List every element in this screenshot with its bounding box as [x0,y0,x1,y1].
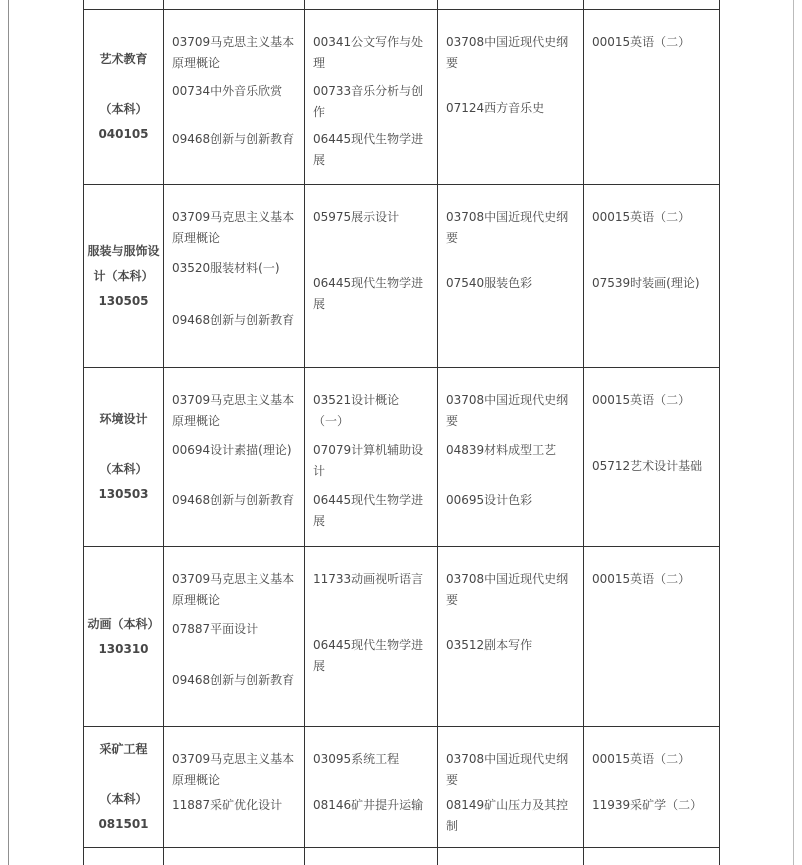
course-cell [164,727,305,848]
table-row [84,727,721,848]
course-cell [584,368,720,547]
course-item: 07124西方音乐史 [446,101,545,115]
course-item: 03709马克思主义基本原理概论 [172,35,295,70]
course-item: 11887采矿优化设计 [172,798,283,812]
major-cell [84,10,164,185]
course-cell [305,727,438,848]
major-line: 环境设计 [99,412,148,426]
major-line: 130505 [98,293,149,308]
course-item: 09468创新与创新教育 [172,132,295,147]
course-cell [584,547,720,727]
course-item: 07540服装色彩 [446,276,533,290]
course-item: 03709马克思主义基本原理概论 [172,572,295,607]
partial-bottom-row [84,848,721,865]
course-item: 00015英语（二） [592,393,691,407]
course-item: 05712艺术设计基础 [592,459,703,473]
partial-top-row [84,0,721,10]
course-item: 00733音乐分析与创作 [313,83,424,119]
course-item: 06445现代生物学进展 [313,276,424,311]
course-item: 11733动画视听语言 [313,572,424,586]
course-cell [305,185,438,368]
course-item: 00015英语（二） [592,35,691,49]
course-cell [305,10,438,185]
table-row [84,185,721,368]
course-item: 03709马克思主义基本原理概论 [172,210,295,245]
course-item: 09468创新与创新教育 [172,312,295,327]
course-item: 00734中外音乐欣赏 [172,83,283,98]
course-item: 00341公文写作与处理 [313,35,424,70]
major-cell [84,727,164,848]
major-line: 计（本科） [93,268,154,283]
empty-course-cell [584,0,720,10]
course-cell [584,10,720,185]
major-line: （本科） [99,792,148,806]
major-line: 040105 [98,127,149,141]
course-item: 03708中国近现代史纲要 [446,393,569,428]
course-item: 03512剧本写作 [446,638,533,652]
course-item: 05975展示设计 [313,210,400,224]
course-item: 11939采矿学（二） [592,798,703,812]
table-row [84,368,721,547]
major-cell [84,547,164,727]
course-item: 00694设计素描(理论) [172,443,292,457]
course-cell [438,547,584,727]
course-cell [164,185,305,368]
major-line: （本科） [99,102,148,116]
major-line: 130310 [98,641,149,656]
course-item: 00015英语（二） [592,572,691,586]
course-item: 04839材料成型工艺 [446,443,557,457]
course-item: 07079计算机辅助设计 [313,443,424,478]
empty-course-cell [438,848,584,865]
course-item: 00695设计色彩 [446,493,533,507]
course-cell [438,727,584,848]
course-item: 03709马克思主义基本原理概论 [172,393,295,428]
course-item: 08149矿山压力及其控制 [446,798,569,833]
course-item: 06445现代生物学进展 [313,493,424,528]
course-item: 08146矿井提升运输 [313,798,424,812]
course-item: 00015英语（二） [592,210,691,224]
empty-course-cell [305,0,438,10]
course-item: 03708中国近现代史纲要 [446,210,569,245]
course-cell [164,547,305,727]
empty-course-cell [438,0,584,10]
course-item: 03520服装材料(一) [172,261,280,276]
course-item: 06445现代生物学进展 [313,638,424,673]
major-cell [84,185,164,368]
major-line: 服装与服饰设 [87,243,160,258]
course-item: 06445现代生物学进展 [313,132,424,168]
course-cell [584,727,720,848]
course-item: 03708中国近现代史纲要 [446,35,569,70]
course-cell [438,185,584,368]
course-item: 03095系统工程 [313,752,400,766]
major-line: 采矿工程 [99,742,148,756]
table-row [84,547,721,727]
empty-course-cell [305,848,438,865]
right-page-edge-line [793,0,794,865]
major-line: 艺术教育 [99,52,148,66]
course-item: 03708中国近现代史纲要 [446,572,569,607]
empty-major-cell [84,0,164,10]
course-item: 09468创新与创新教育 [172,493,295,507]
major-line: 动画（本科） [87,616,160,631]
course-cell [164,368,305,547]
major-cell [84,368,164,547]
course-cell [438,368,584,547]
empty-course-cell [584,848,720,865]
course-item: 07539时装画(理论) [592,276,700,290]
left-page-edge-line [8,0,9,865]
course-item: 07887平面设计 [172,622,259,637]
major-line: 130503 [98,487,149,501]
empty-course-cell [164,848,305,865]
course-cell [164,10,305,185]
empty-major-cell [84,848,164,865]
course-item: 03521设计概论（一） [313,393,400,428]
course-cell [305,547,438,727]
course-item: 09468创新与创新教育 [172,672,295,687]
major-line: （本科） [99,462,148,476]
exam-schedule-table [83,0,721,865]
course-item: 00015英语（二） [592,752,691,766]
course-cell [438,10,584,185]
major-line: 081501 [98,817,149,831]
course-cell [305,368,438,547]
course-cell [584,185,720,368]
course-item: 03708中国近现代史纲要 [446,752,569,787]
empty-course-cell [164,0,305,10]
table-row [84,10,721,185]
course-item: 03709马克思主义基本原理概论 [172,752,295,787]
